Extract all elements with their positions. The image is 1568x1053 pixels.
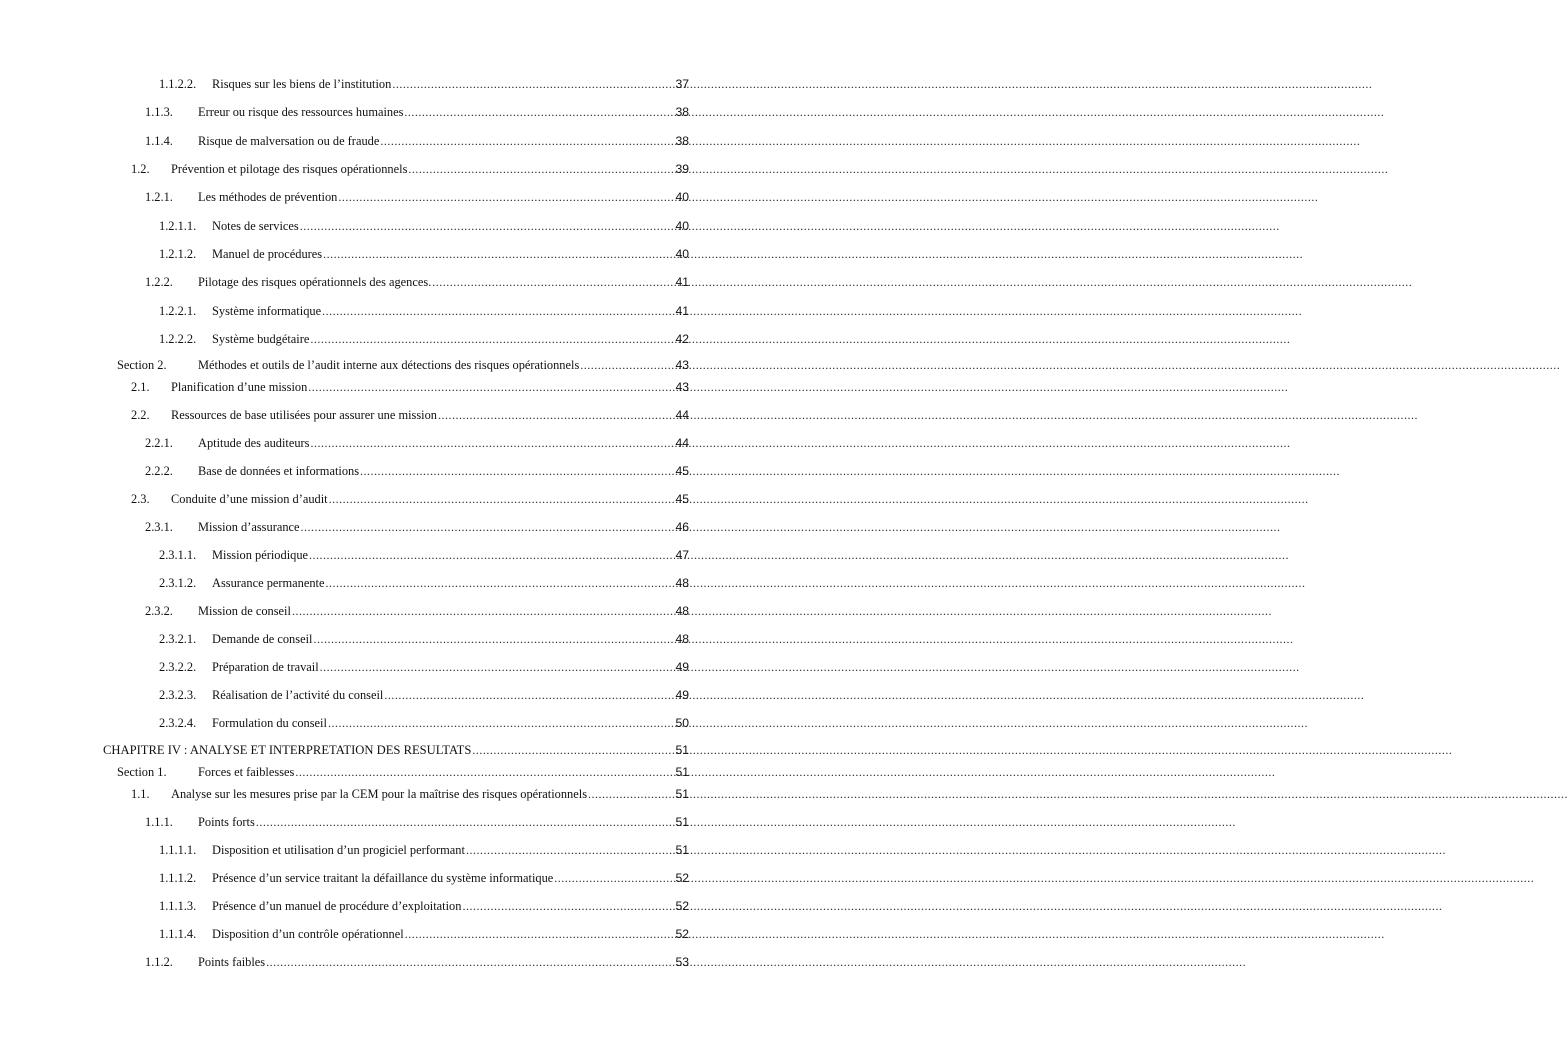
- toc-entry[interactable]: [159, 898, 689, 914]
- toc-entry[interactable]: [145, 189, 689, 205]
- entry-number: 1.1.1.: [145, 815, 173, 829]
- toc-entry[interactable]: [159, 631, 689, 647]
- entry-number: 1.1.2.: [145, 955, 173, 969]
- entry-number: 1.1.4.: [145, 134, 173, 148]
- entry-page: 38: [675, 134, 689, 148]
- entry-page: 51: [675, 787, 689, 801]
- entry-number: 2.3.: [131, 492, 150, 506]
- toc-entry[interactable]: [159, 547, 689, 563]
- dot-leader: [405, 926, 675, 942]
- dot-leader: [326, 575, 675, 591]
- entry-page: 49: [675, 660, 689, 674]
- table-of-contents: [0, 0, 745, 1053]
- entry-title: Manuel de procédures: [212, 247, 323, 261]
- entry-number: 1.2.2.1.: [159, 304, 197, 318]
- dot-leader: [266, 954, 674, 970]
- dot-leader: [432, 274, 674, 290]
- toc-entry[interactable]: [159, 659, 689, 675]
- toc-entry[interactable]: [145, 133, 689, 149]
- dot-leader: [554, 870, 674, 886]
- entry-number: 1.2.1.2.: [159, 247, 197, 261]
- entry-page: 38: [675, 105, 689, 119]
- entry-page: 48: [675, 576, 689, 590]
- entry-title: Conduite d’une mission d’audit: [171, 492, 328, 506]
- entry-page: 40: [675, 190, 689, 204]
- entry-title: Aptitude des auditeurs: [198, 436, 310, 450]
- entry-page: 52: [675, 927, 689, 941]
- entry-title: Les méthodes de prévention: [198, 190, 338, 204]
- dot-leader: [404, 104, 674, 120]
- entry-number: 1.1.1.2.: [159, 871, 197, 885]
- entry-title: Système informatique: [212, 304, 322, 318]
- toc-entry[interactable]: [159, 246, 689, 262]
- entry-title: Analyse sur les mesures prise par la CEM pour la maîtrise des risques opérationnels: [171, 787, 588, 801]
- toc-chapter-entry[interactable]: [103, 742, 689, 758]
- entry-page: 43: [675, 380, 689, 394]
- dot-leader: [309, 547, 674, 563]
- toc-entry[interactable]: [159, 303, 689, 319]
- entry-page: 48: [675, 604, 689, 618]
- entry-number: 1.2.1.: [145, 190, 173, 204]
- entry-page: 45: [675, 464, 689, 478]
- entry-number: 2.1.: [131, 380, 150, 394]
- toc-entry[interactable]: [145, 954, 689, 970]
- toc-entry[interactable]: [159, 687, 689, 703]
- entry-title: Assurance permanente: [212, 576, 325, 590]
- dot-leader: [580, 357, 674, 373]
- entry-page: 45: [675, 492, 689, 506]
- dot-leader: [588, 786, 674, 802]
- dot-leader: [329, 491, 675, 507]
- dot-leader: [313, 631, 674, 647]
- toc-entry[interactable]: [117, 764, 689, 780]
- toc-entry[interactable]: [145, 463, 689, 479]
- entry-number: 1.2.1.1.: [159, 219, 197, 233]
- entry-title: Présence d’un service traitant la défaillance du système informatique: [212, 871, 554, 885]
- entry-page: 51: [675, 815, 689, 829]
- toc-entry[interactable]: [145, 519, 689, 535]
- entry-title: Risques sur les biens de l’institution: [212, 77, 392, 91]
- entry-title: Points faibles: [198, 955, 266, 969]
- entry-number: Section 2.: [117, 358, 167, 372]
- entry-page: 39: [675, 162, 689, 176]
- entry-number: 2.3.1.1.: [159, 548, 197, 562]
- toc-entry[interactable]: [145, 435, 689, 451]
- toc-entry[interactable]: [145, 274, 689, 290]
- entry-page: 50: [675, 716, 689, 730]
- entry-number: 2.3.2.1.: [159, 632, 197, 646]
- toc-entry[interactable]: [159, 575, 689, 591]
- dot-leader: [295, 764, 674, 780]
- entry-title: Disposition et utilisation d’un progiciel performant: [212, 843, 465, 857]
- entry-number: 2.3.1.2.: [159, 576, 197, 590]
- entry-title: Disposition d’un contrôle opérationnel: [212, 927, 404, 941]
- entry-page: 47: [675, 548, 689, 562]
- toc-entry[interactable]: [159, 842, 689, 858]
- entry-number: 2.2.: [131, 408, 150, 422]
- entry-title: Mission d’assurance: [198, 520, 300, 534]
- dot-leader: [256, 814, 675, 830]
- entry-page: 41: [675, 275, 689, 289]
- toc-entry[interactable]: [145, 603, 689, 619]
- entry-number: 1.1.1.4.: [159, 927, 197, 941]
- entry-title: Mission périodique: [212, 548, 309, 562]
- toc-entry[interactable]: [131, 491, 689, 507]
- entry-number: 1.1.1.1.: [159, 843, 197, 857]
- entry-page: 42: [675, 332, 689, 346]
- entry-title: Forces et faiblesses: [198, 765, 295, 779]
- entry-number: 2.2.1.: [145, 436, 173, 450]
- entry-page: 40: [675, 247, 689, 261]
- dot-leader: [311, 435, 675, 451]
- dot-leader: [300, 218, 675, 234]
- entry-title: Préparation de travail: [212, 660, 319, 674]
- dot-leader: [438, 407, 674, 423]
- entry-page: 44: [675, 408, 689, 422]
- entry-title: Ressources de base utilisées pour assurer une mission: [171, 408, 437, 422]
- entry-number: 1.2.2.2.: [159, 332, 197, 346]
- toc-entry[interactable]: [131, 407, 689, 423]
- entry-page: 40: [675, 219, 689, 233]
- toc-entry[interactable]: [159, 331, 689, 347]
- dot-leader: [328, 715, 674, 731]
- toc-entry[interactable]: [159, 715, 689, 731]
- entry-title: Formulation du conseil: [212, 716, 327, 730]
- toc-entry[interactable]: [131, 786, 689, 802]
- entry-number: 1.1.1.3.: [159, 899, 197, 913]
- toc-entry[interactable]: [159, 218, 689, 234]
- dot-leader: [360, 463, 674, 479]
- dot-leader: [338, 189, 674, 205]
- entry-number: 2.2.2.: [145, 464, 173, 478]
- dot-leader: [466, 842, 675, 858]
- entry-title: Mission de conseil: [198, 604, 291, 618]
- entry-number: 2.3.1.: [145, 520, 173, 534]
- entry-number: 1.1.: [131, 787, 150, 801]
- entry-number: 2.3.2.4.: [159, 716, 197, 730]
- dot-leader: [320, 659, 675, 675]
- dot-leader: [301, 519, 675, 535]
- entry-number: 2.3.2.2.: [159, 660, 197, 674]
- entry-title: Erreur ou risque des ressources humaines: [198, 105, 404, 119]
- entry-page: 43: [675, 358, 689, 372]
- toc-entry[interactable]: [159, 870, 689, 886]
- dot-leader: [472, 742, 674, 758]
- entry-number: Section 1.: [117, 765, 167, 779]
- toc-entry[interactable]: [159, 76, 689, 92]
- toc-entry[interactable]: [159, 926, 689, 942]
- dot-leader: [380, 133, 674, 149]
- toc-entry[interactable]: [145, 814, 689, 830]
- entry-page: 44: [675, 436, 689, 450]
- toc-entry[interactable]: [145, 104, 689, 120]
- entry-number: 1.1.2.2.: [159, 77, 197, 91]
- toc-entry[interactable]: [131, 161, 689, 177]
- entry-title: CHAPITRE IV : ANALYSE ET INTERPRETATION DES RESULTATS: [103, 743, 472, 757]
- dot-leader: [408, 161, 674, 177]
- entry-number: 2.3.2.: [145, 604, 173, 618]
- dot-leader: [462, 898, 674, 914]
- entry-page: 48: [675, 632, 689, 646]
- entry-page: 51: [675, 843, 689, 857]
- entry-title: Méthodes et outils de l’audit interne aux détections des risques opérationnels: [198, 358, 580, 372]
- entry-page: 41: [675, 304, 689, 318]
- entry-title: Système budgétaire: [212, 332, 310, 346]
- entry-page: 53: [675, 955, 689, 969]
- entry-title: Réalisation de l’activité du conseil: [212, 688, 384, 702]
- entry-title: Base de données et informations: [198, 464, 360, 478]
- entry-page: 49: [675, 688, 689, 702]
- dot-leader: [392, 76, 674, 92]
- entry-page: 51: [675, 765, 689, 779]
- toc-entry[interactable]: [131, 379, 689, 395]
- entry-page: 37: [675, 77, 689, 91]
- entry-title: Prévention et pilotage des risques opérationnels: [171, 162, 408, 176]
- entry-page: 46: [675, 520, 689, 534]
- entry-page: 51: [675, 743, 689, 757]
- entry-title: Pilotage des risques opérationnels des agences.: [198, 275, 432, 289]
- entry-title: Demande de conseil: [212, 632, 313, 646]
- entry-page: 52: [675, 871, 689, 885]
- toc-entry[interactable]: [117, 357, 689, 373]
- entry-title: Points forts: [198, 815, 255, 829]
- dot-leader: [384, 687, 674, 703]
- entry-page: 52: [675, 899, 689, 913]
- entry-number: 1.2.: [131, 162, 150, 176]
- entry-title: Risque de malversation ou de fraude: [198, 134, 380, 148]
- dot-leader: [323, 246, 674, 262]
- entry-number: 2.3.2.3.: [159, 688, 197, 702]
- entry-number: 1.1.3.: [145, 105, 173, 119]
- dot-leader: [292, 603, 675, 619]
- dot-leader: [322, 303, 674, 319]
- entry-title: Planification d’une mission: [171, 380, 308, 394]
- dot-leader: [310, 331, 674, 347]
- entry-number: 1.2.2.: [145, 275, 173, 289]
- entry-title: Notes de services: [212, 219, 299, 233]
- entry-title: Présence d’un manuel de procédure d’exploitation: [212, 899, 462, 913]
- dot-leader: [308, 379, 674, 395]
